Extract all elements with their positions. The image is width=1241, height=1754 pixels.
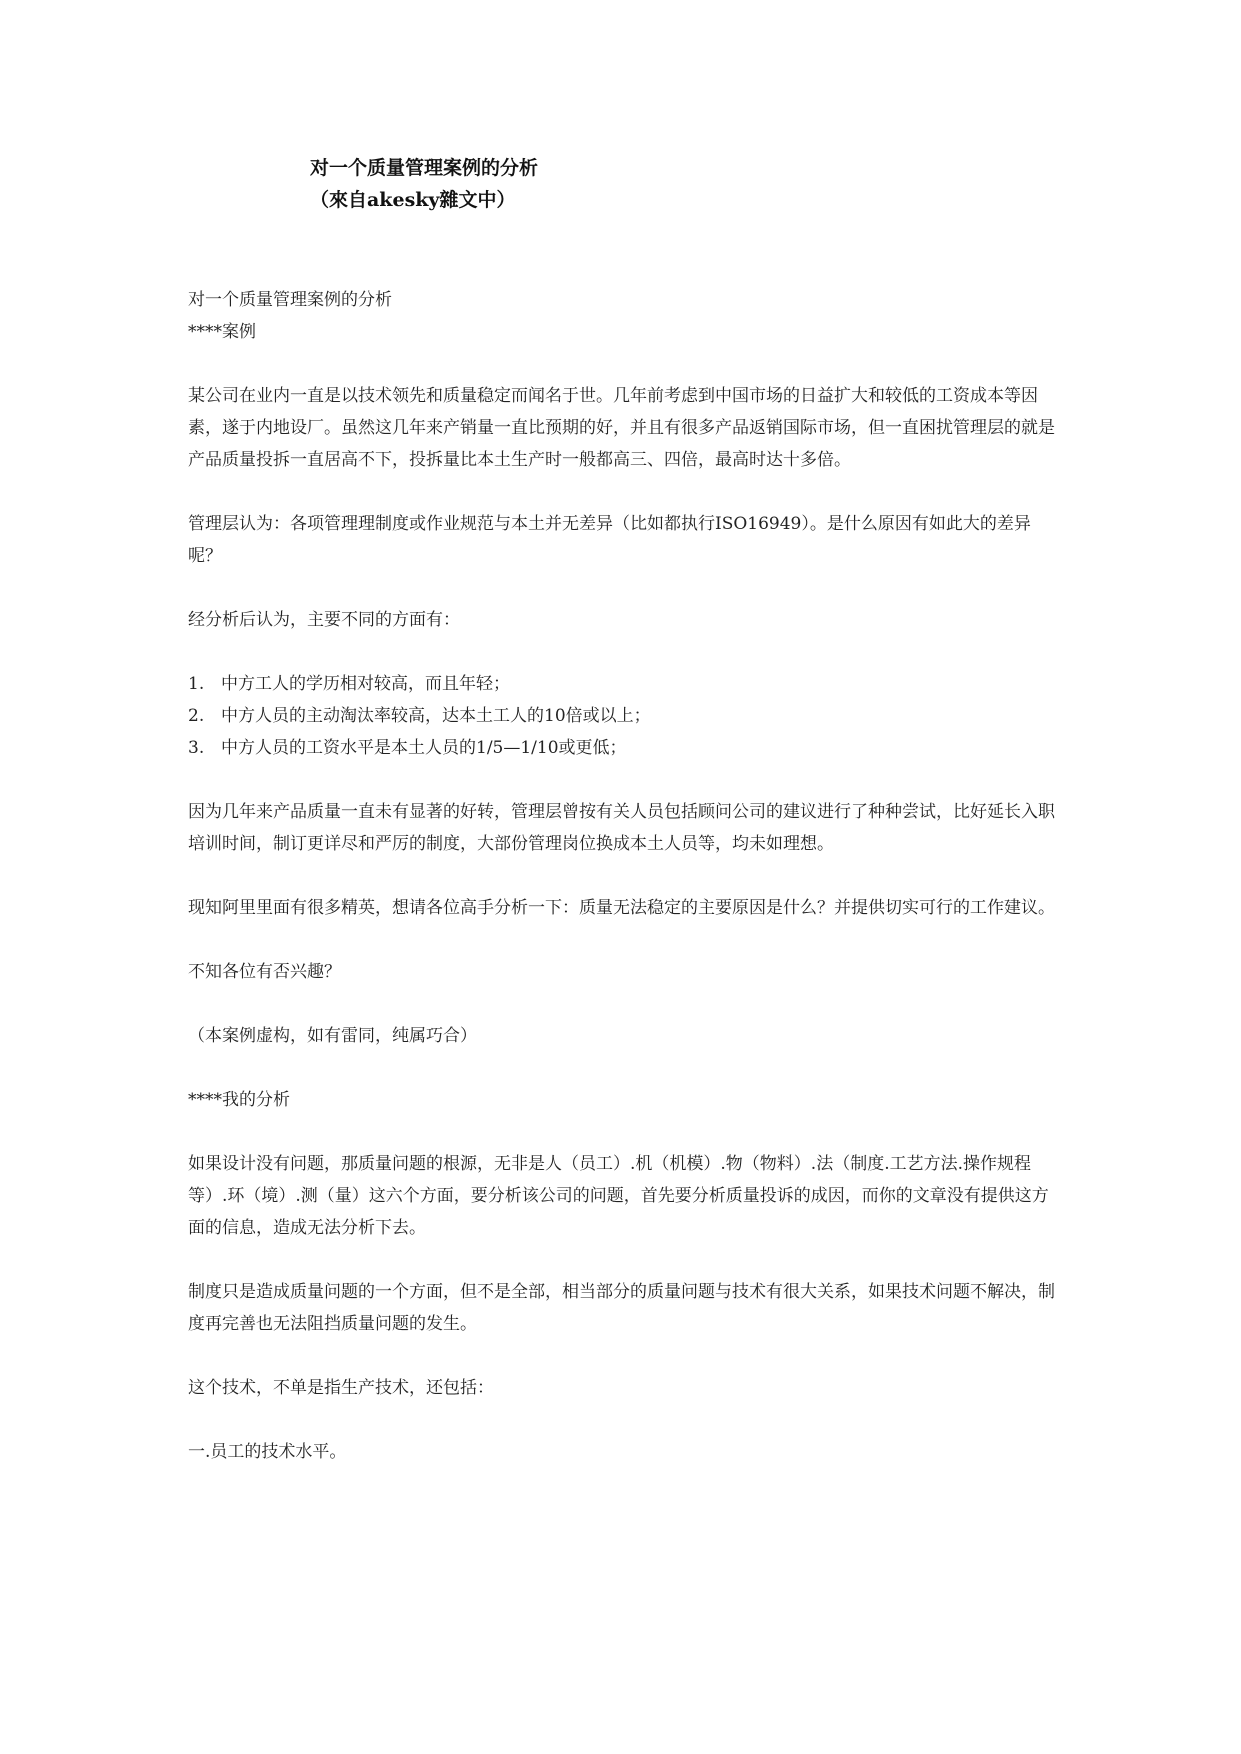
title-line-1: 对一个质量管理案例的分析	[310, 157, 539, 179]
title-line-2-source: （來自akesky雜文中）	[310, 189, 516, 211]
list-item-number: 1.	[188, 674, 205, 694]
paragraph-8: 如果设计没有问题，那质量问题的根源，无非是人（员工）.机（机模）.物（物料）.法（制度.工艺方法.操作规程等）.环（境）.测（量）这六个方面，要分析该公司的问题，首先要分析质量投诉的成因，而你的文章没有提供这方面的信息，造成无法分析下去。	[188, 1154, 1049, 1238]
list-item	[188, 732, 1058, 764]
list-item	[188, 700, 1058, 732]
document-title	[310, 152, 538, 216]
paragraph-4: 因为几年来产品质量一直未有显著的好转，管理层曾按有关人员包括顾问公司的建议进行了种种尝试，比好延长入职培训时间，制订更详尽和严厉的制度，大部份管理岗位换成本土人员等，均未如理想。	[188, 802, 1055, 854]
paragraph-11: 一.员工的技术水平。	[188, 1442, 347, 1462]
list-item-text: 中方人员的工资水平是本土人员的1/5—1/10或更低；	[221, 738, 627, 758]
paragraph-9: 制度只是造成质量问题的一个方面，但不是全部，相当部分的质量问题与技术有很大关系，如果技术问题不解决，制度再完善也无法阻挡质量问题的发生。	[188, 1282, 1055, 1334]
list-item-number: 3.	[188, 738, 205, 758]
differences-list	[188, 668, 1058, 764]
paragraph-6: 不知各位有否兴趣？	[188, 962, 341, 982]
paragraph-1: 某公司在业内一直是以技术领先和质量稳定而闻名于世。几年前考虑到中国市场的日益扩大和较低的工资成本等因素，遂于内地设厂。虽然这几年来产销量一直比预期的好，并且有很多产品返销国际市场，但一直困扰管理层的就是产品质量投拆一直居高不下，投拆量比本土生产时一般都高三、四倍，最高时达十多倍。	[188, 386, 1055, 470]
paragraph-10: 这个技术，不单是指生产技术，还包括：	[188, 1378, 494, 1398]
paragraph-3: 经分析后认为，主要不同的方面有：	[188, 610, 460, 630]
document-body	[188, 284, 1058, 1468]
paragraph-7: （本案例虚构，如有雷同，纯属巧合）	[188, 1026, 477, 1046]
body-heading: 对一个质量管理案例的分析	[188, 290, 392, 310]
paragraph-5: 现知阿里里面有很多精英，想请各位高手分析一下：质量无法稳定的主要原因是什么？并提供切实可行的工作建议。	[188, 898, 1055, 918]
paragraph-2: 管理层认为：各项管理理制度或作业规范与本土并无差异（比如都执行ISO16949）。是什么原因有如此大的差异呢？	[188, 514, 1031, 566]
list-item-text: 中方工人的学历相对较高，而且年轻；	[221, 674, 510, 694]
analysis-section-label: ****我的分析	[188, 1090, 290, 1110]
list-item-number: 2.	[188, 706, 205, 726]
list-item-text: 中方人员的主动淘汰率较高，达本土工人的10倍或以上；	[221, 706, 651, 726]
list-item	[188, 668, 1058, 700]
case-section-label: ****案例	[188, 322, 256, 342]
